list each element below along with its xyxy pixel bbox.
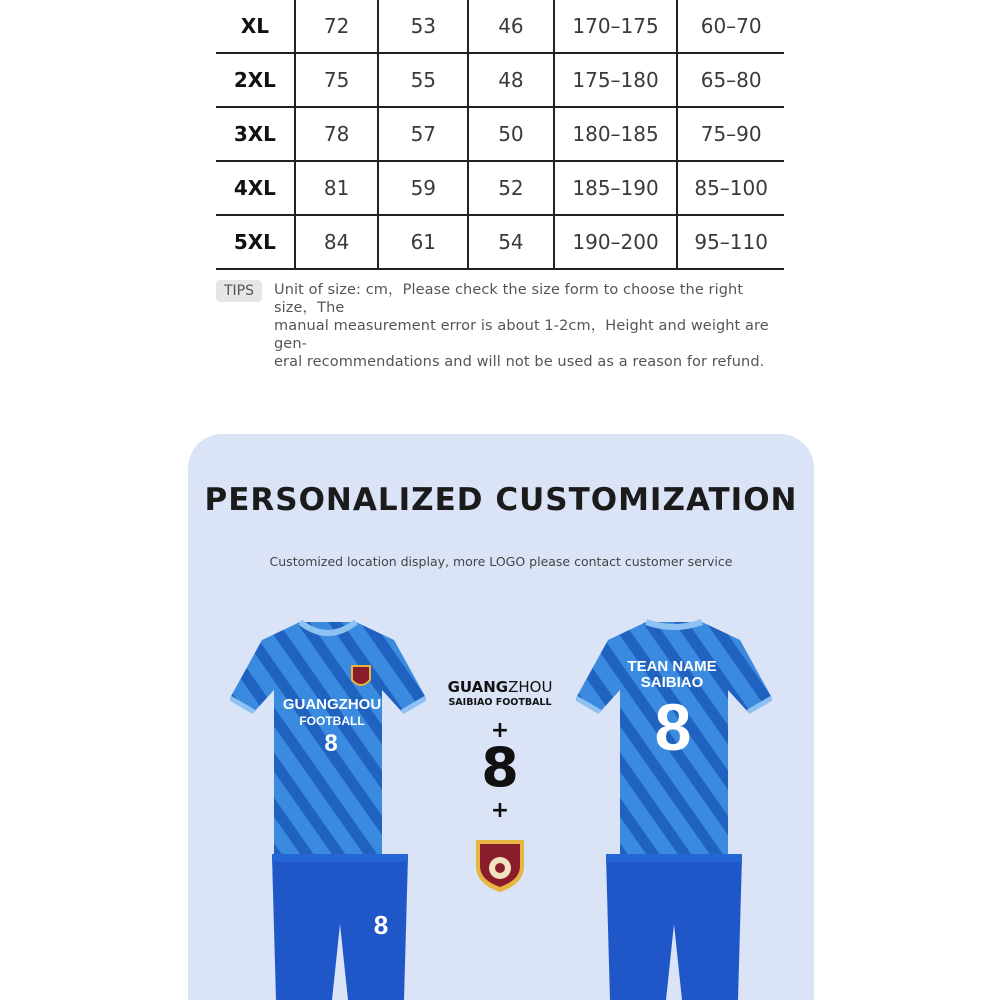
panel-subtitle: Customized location display, more LOGO please contact customer service	[269, 554, 733, 569]
size-cell-size: 4XL	[216, 161, 295, 215]
size-cell-weight: 65–80	[677, 53, 784, 107]
size-cell-v3: 46	[468, 0, 554, 53]
back-name-line-2: SAIBIAO	[640, 674, 704, 691]
size-cell-height: 170–175	[554, 0, 678, 53]
tips-line: eral recommendations and will not be used as a reason for refund.	[274, 354, 765, 370]
size-row	[216, 53, 784, 107]
size-cell-v1: 72	[295, 0, 379, 53]
plus-sign: +	[490, 798, 510, 823]
back-name-line-1: TEAN NAME	[627, 658, 717, 675]
back-number: 8	[654, 690, 692, 764]
tips-line: manual measurement error is about 1-2cm，Height and weight are gen-	[274, 318, 769, 352]
middle-number: 8	[481, 736, 519, 799]
size-table	[216, 0, 784, 270]
size-cell-v3: 48	[468, 53, 554, 107]
size-cell-height: 180–185	[554, 107, 678, 161]
back-shorts-image	[606, 854, 742, 1000]
size-cell-v1: 84	[295, 215, 379, 269]
size-cell-v2: 55	[378, 53, 468, 107]
middle-brand	[444, 678, 556, 696]
plus-sign: +	[490, 718, 510, 743]
size-row	[216, 107, 784, 161]
middle-brand-sub: SAIBIAO FOOTBALL	[448, 697, 552, 708]
size-cell-weight: 95–110	[677, 215, 784, 269]
size-cell-v1: 81	[295, 161, 379, 215]
tips-badge: TIPS	[216, 280, 262, 302]
middle-brand-bold: GUANG	[447, 678, 509, 696]
size-cell-weight: 75–90	[677, 107, 784, 161]
size-cell-weight: 85–100	[677, 161, 784, 215]
size-cell-v1: 75	[295, 53, 379, 107]
tips-line: Unit of size: cm，Please check the size form to choose the right size，The	[274, 282, 744, 316]
size-cell-v2: 61	[378, 215, 468, 269]
size-row	[216, 215, 784, 269]
tips-text	[274, 281, 784, 371]
size-cell-v2: 59	[378, 161, 468, 215]
size-row	[216, 0, 784, 53]
size-cell-height: 185–190	[554, 161, 678, 215]
customization-panel	[188, 434, 814, 1000]
size-cell-size: 5XL	[216, 215, 295, 269]
size-cell-height: 190–200	[554, 215, 678, 269]
size-cell-v3: 52	[468, 161, 554, 215]
size-cell-v2: 53	[378, 0, 468, 53]
size-cell-size: XL	[216, 0, 295, 53]
crest-logo	[474, 836, 526, 894]
middle-brand-light: ZHOU	[508, 678, 553, 696]
panel-title: PERSONALIZED CUSTOMIZATION	[204, 482, 798, 518]
size-cell-weight: 60–70	[677, 0, 784, 53]
front-team-sub: FOOTBALL	[299, 714, 365, 728]
size-cell-v2: 57	[378, 107, 468, 161]
front-number: 8	[324, 730, 338, 757]
size-cell-size: 3XL	[216, 107, 295, 161]
size-cell-v3: 54	[468, 215, 554, 269]
size-cell-v1: 78	[295, 107, 379, 161]
size-cell-v3: 50	[468, 107, 554, 161]
size-row	[216, 161, 784, 215]
shorts-number: 8	[373, 910, 389, 940]
front-team-name: GUANGZHOU	[282, 696, 382, 713]
size-cell-height: 175–180	[554, 53, 678, 107]
size-cell-size: 2XL	[216, 53, 295, 107]
